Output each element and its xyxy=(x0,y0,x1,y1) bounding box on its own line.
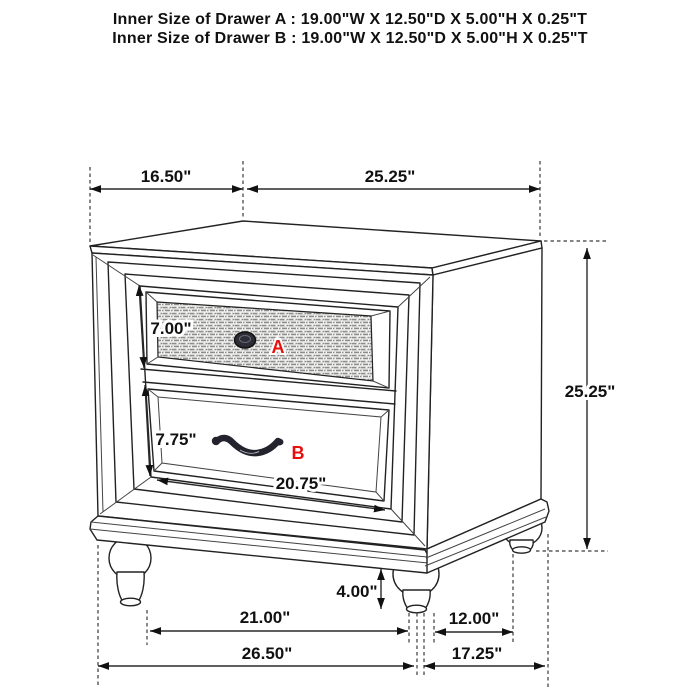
dim-side-feet-span xyxy=(435,609,513,632)
drawer-b-handle-end-left xyxy=(212,437,220,445)
drawer-a-knob-icon xyxy=(235,332,256,348)
dim-overall-height xyxy=(565,248,616,549)
dim-overall-depth xyxy=(424,644,545,666)
dim-drawer-b-width-label: 20.75" xyxy=(275,474,327,493)
dim-top-width xyxy=(247,167,540,189)
dim-top-width-label: 25.25" xyxy=(364,167,416,186)
dim-leg-height-label: 4.00" xyxy=(336,582,378,601)
dim-overall-width xyxy=(98,644,414,666)
front-left-foot xyxy=(109,537,151,606)
dim-top-depth-label: 16.50" xyxy=(140,167,192,186)
dim-top-depth xyxy=(90,167,243,189)
dim-front-feet-span-label: 21.00" xyxy=(239,608,291,627)
dim-overall-height-label: 25.25" xyxy=(564,382,616,401)
dim-drawer-b-height-label: 7.75" xyxy=(155,430,197,449)
dim-side-feet-span-label: 12.00" xyxy=(448,609,500,628)
dim-overall-depth-label: 17.25" xyxy=(451,644,503,663)
side-panel xyxy=(427,248,542,549)
drawer-b-size-text: Inner Size of Drawer B : 19.00"W X 12.50"D X 5.00"H X 0.25"T xyxy=(112,30,588,47)
dim-drawer-a-height-label: 7.00" xyxy=(150,319,192,338)
dim-leg-height xyxy=(336,569,381,609)
dim-overall-width-label: 26.50" xyxy=(241,644,293,663)
drawer-a-letter: A xyxy=(271,337,285,357)
drawer-b-letter: B xyxy=(291,443,305,463)
drawer-b-handle-end-right xyxy=(275,439,284,446)
nightstand-drawing xyxy=(90,221,549,613)
drawer-a-size-text: Inner Size of Drawer A : 19.00"W X 12.50"D X 5.00"H X 0.25"T xyxy=(112,11,588,28)
dim-front-feet-span xyxy=(150,608,408,631)
